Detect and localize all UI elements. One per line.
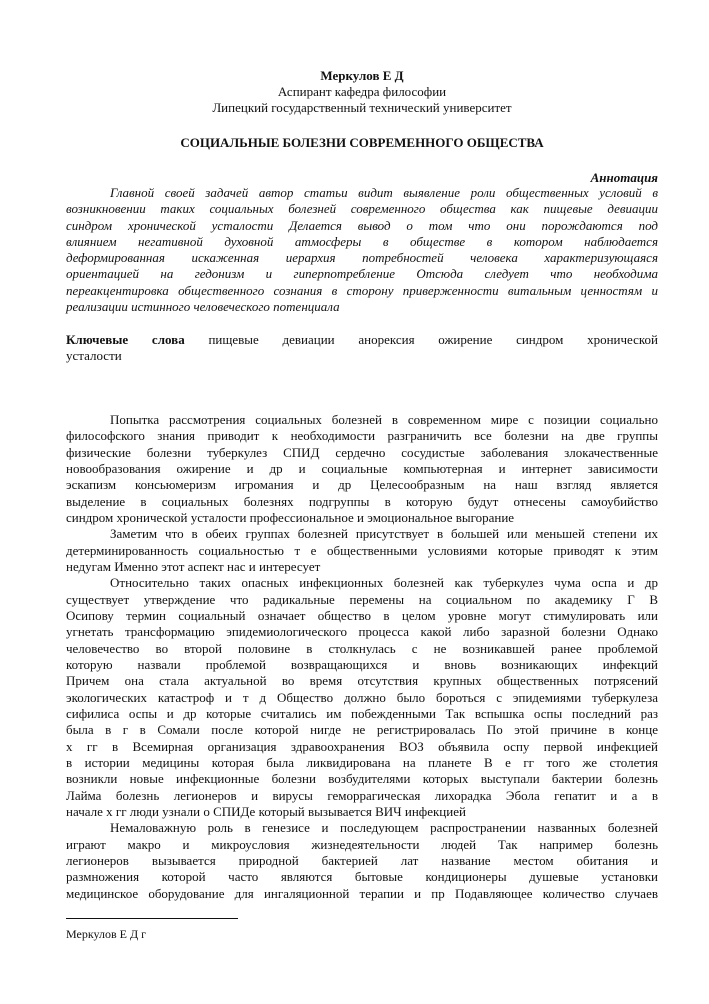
body-line: размножения которой часто являются бытовые кондиционеры душевые установки bbox=[66, 869, 658, 884]
abstract-line: Главной своей задачей автор статьи видит выявление роли общественных условий в bbox=[110, 185, 658, 200]
body-line: играют макро и микроусловия жизнедеятельности людей Так например болезнь bbox=[66, 837, 658, 852]
author-university: Липецкий государственный технический университет bbox=[212, 100, 512, 115]
body-line: Осипову термин социальный означает общество в целом уровне могут стимулировать или bbox=[66, 608, 658, 623]
footnote: Меркулов Е Д г bbox=[66, 927, 147, 941]
body-line: выделение в социальных болезнях подгруппы в которую будут отнесены самоубийство bbox=[66, 494, 658, 509]
abstract-line: деформированная искаженная иерархия потребностей человека характеризующаяся bbox=[66, 250, 658, 265]
author-name: Меркулов Е Д bbox=[320, 68, 404, 83]
body-line: Относительно таких опасных инфекционных болезней как туберкулез чума оспа и др bbox=[110, 575, 658, 590]
body-line: медицинское оборудование для ингаляционной терапии и пр Подавляющее количество случаев bbox=[66, 886, 658, 901]
body-line: синдром хронической усталости профессиональное и эмоциональное выгорание bbox=[66, 510, 515, 525]
body-line: возникли новые инфекционные болезни возбудителями которых выступали бактерии болезнь bbox=[66, 771, 658, 786]
body-line: Лайма болезнь легионеров и вирусы геморрагическая лихорадка Эбола гепатит и а в bbox=[66, 788, 658, 803]
body-line: новообразования ожирение и др и социальные компьютерная и интернет зависимости bbox=[66, 461, 658, 476]
body-line: философского знания приводит к необходимости разграничить все болезни на две группы bbox=[66, 428, 658, 443]
body-line: экологических катастроф и т д Общество должно было бороться с эпидемиями туберкулеза bbox=[66, 690, 658, 705]
body-line: сифилиса оспы и др которые считались им побежденными Так вспышка оспы последний раз bbox=[66, 706, 658, 721]
article-title: СОЦИАЛЬНЫЕ БОЛЕЗНИ СОВРЕМЕННОГО ОБЩЕСТВА bbox=[180, 135, 544, 150]
abstract-heading: Аннотация bbox=[590, 170, 658, 185]
body-line: эскапизм консьюмеризм игромания и др Целесообразным на наш взгляд является bbox=[66, 477, 658, 492]
keywords-list: пищевые девиации анорексия ожирение синдром хронической bbox=[208, 332, 659, 347]
body-line: была в г в Сомали после которой нигде не регистрировалась По этой причине в конце bbox=[66, 722, 658, 737]
keywords-label: Ключевые слова bbox=[66, 332, 185, 347]
body-line: недугам Именно этот аспект нас и интересует bbox=[66, 559, 321, 574]
body-line: Попытка рассмотрения социальных болезней в современном мире с позиции социально bbox=[110, 412, 658, 427]
body-line: начале х гг люди узнали о СПИДе который вызывается ВИЧ инфекцией bbox=[66, 804, 466, 819]
abstract-line: реализации истинного человеческого потенциала bbox=[66, 299, 340, 314]
body-line: человечество во второй половине в столкнулась с не возникавшей ранее проблемой bbox=[66, 641, 658, 656]
abstract-line: возникновении таких социальных болезней современного общества как пищевые девиации bbox=[66, 201, 658, 216]
body-line: существует утверждение что радикальные перемены на социальном по академику Г В bbox=[66, 592, 658, 607]
body-line: детерминированность социальностью т е общественными условиями которые приводят к этим bbox=[66, 543, 658, 558]
body-line: легионеров вызывается природной бактерией лат название местом обитания и bbox=[66, 853, 658, 868]
abstract-line: ориентацией на гедонизм и гиперпотребление Отсюда следует что необходима bbox=[66, 266, 658, 281]
body-line: которую назвали проблемой возвращающихся и вновь возникающих инфекций bbox=[66, 657, 658, 672]
body-line: в истории медицины которая была ликвидирована на планете В е гг того же столетия bbox=[66, 755, 658, 770]
body-line: х гг в Всемирная организация здравоохранения ВОЗ объявила оспу первой инфекцией bbox=[66, 739, 658, 754]
body-line: физические болезни туберкулез СПИД сердечно сосудистые заболевания злокачественные bbox=[66, 445, 658, 460]
body-line: Немаловажную роль в генезисе и последующем распространении названных болезней bbox=[110, 820, 658, 835]
abstract-line: переакцентировка общественного сознания в сторону приверженности витальным ценностям и bbox=[66, 283, 658, 298]
body-line: Причем она стала актуальной во время отсутствия крупных общественных потрясений bbox=[66, 673, 658, 688]
body-line: угнетать трансформацию эпидемиологического процесса какой либо заразной болезни Однако bbox=[66, 624, 658, 639]
abstract-line: влиянием негативной духовной атмосферы в обществе в котором наблюдается bbox=[66, 234, 658, 249]
keywords-line-2: усталости bbox=[66, 348, 122, 363]
footnote-divider bbox=[66, 918, 238, 919]
body-line: Заметим что в обеих группах болезней присутствует в большей или меньшей степени их bbox=[110, 526, 658, 541]
author-position: Аспирант кафедра философии bbox=[277, 84, 447, 99]
keywords-line bbox=[66, 332, 658, 348]
abstract-line: синдром хронической усталости Делается вывод о том что они порождаются под bbox=[66, 218, 658, 233]
